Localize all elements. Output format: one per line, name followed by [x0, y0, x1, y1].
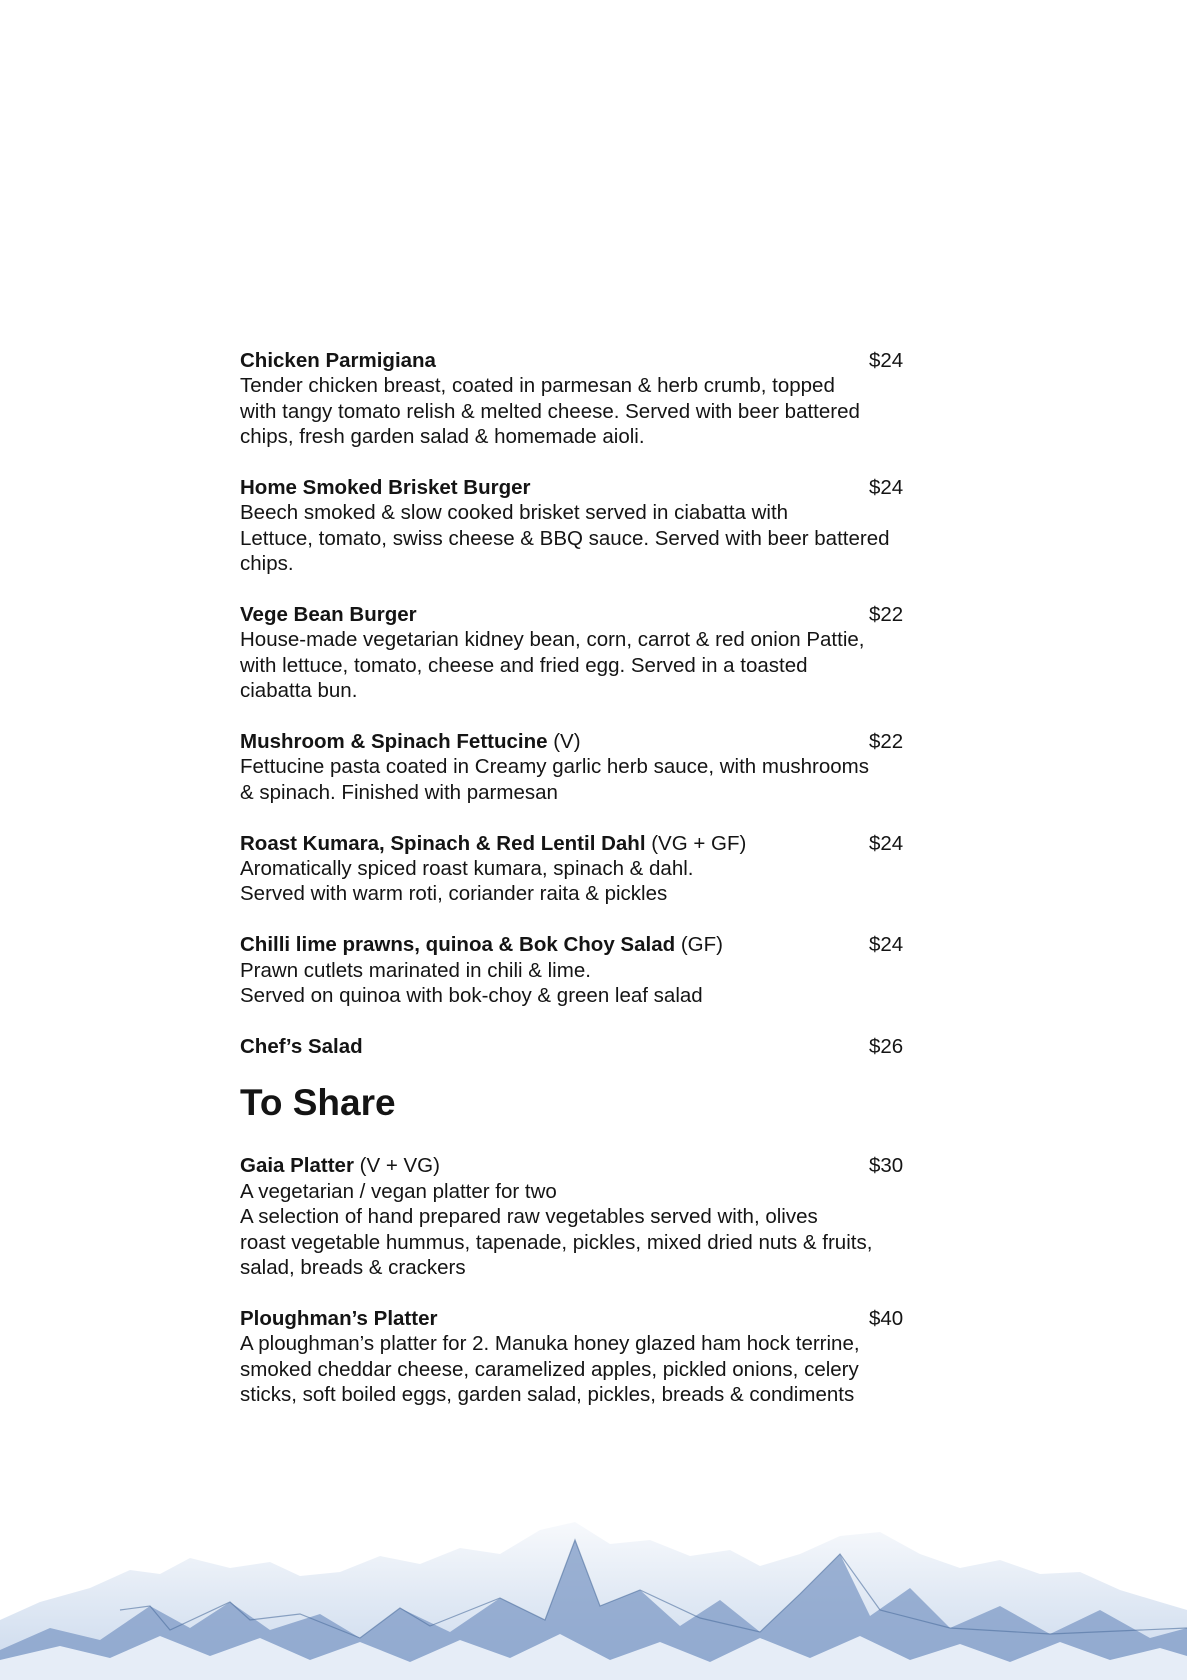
menu-item-price: $30	[869, 1154, 904, 1178]
menu-item-title	[240, 729, 581, 754]
menu-item-header	[240, 831, 940, 856]
menu-item-description-line: chips.	[240, 552, 294, 576]
menu-item-name: Chef’s Salad	[240, 1034, 363, 1058]
menu-page	[240, 348, 940, 1407]
menu-item	[240, 1153, 940, 1280]
menu-item-header	[240, 932, 940, 957]
menu-item-name: Vege Bean Burger	[240, 603, 417, 627]
item-spacer	[240, 577, 940, 602]
menu-item	[240, 1034, 940, 1059]
dietary-tag: (GF)	[675, 933, 723, 957]
menu-item-price: $26	[869, 1034, 904, 1058]
menu-item-description-line: chips, fresh garden salad & homemade aioli.	[240, 425, 645, 449]
menu-item-description-line: A selection of hand prepared raw vegetables served with, olives	[240, 1205, 818, 1229]
item-spacer	[240, 805, 940, 830]
section-title-to-share: To Share	[240, 1082, 396, 1124]
menu-item-title	[240, 1153, 440, 1178]
menu-item-name: Roast Kumara, Spinach & Red Lentil Dahl	[240, 831, 646, 855]
menu-item	[240, 602, 940, 704]
menu-item-description-line: Served on quinoa with bok-choy & green leaf salad	[240, 984, 703, 1008]
menu-item-title	[240, 602, 417, 627]
item-spacer	[240, 704, 940, 729]
menu-item-description-line: roast vegetable hummus, tapenade, pickles, mixed dried nuts & fruits,	[240, 1230, 873, 1254]
menu-item-price: $22	[869, 730, 904, 754]
item-spacer	[240, 450, 940, 475]
menu-item-title	[240, 348, 436, 373]
menu-item-price: $24	[869, 476, 904, 500]
menu-item-name: Chicken Parmigiana	[240, 349, 436, 372]
menu-item-title	[240, 1034, 363, 1059]
menu-item-header	[240, 348, 940, 373]
menu-item-description-line: with tangy tomato relish & melted cheese. Served with beer battered	[240, 399, 860, 423]
menu-item-description-line: ciabatta bun.	[240, 679, 358, 703]
menu-item-header	[240, 1034, 940, 1059]
menu-item-description-line: A ploughman’s platter for 2. Manuka honey glazed ham hock terrine,	[240, 1332, 860, 1356]
menu-item-title	[240, 831, 746, 856]
menu-item-price: $24	[869, 349, 904, 372]
menu-item-title	[240, 475, 531, 500]
menu-item-name: Gaia Platter	[240, 1154, 354, 1178]
menu-item-title	[240, 1306, 437, 1331]
menu-item-name: Chilli lime prawns, quinoa & Bok Choy Salad	[240, 933, 676, 957]
menu-item-description-line: smoked cheddar cheese, caramelized apples, pickled onions, celery	[240, 1357, 859, 1381]
menu-item	[240, 348, 940, 450]
menu-item-header	[240, 729, 940, 754]
mountain-range-illustration	[0, 1510, 1187, 1680]
menu-item-description-line: Lettuce, tomato, swiss cheese & BBQ sauce. Served with beer battered	[240, 526, 890, 550]
menu-item-name: Home Smoked Brisket Burger	[240, 476, 531, 500]
share-items-list	[240, 1153, 940, 1407]
menu-item-description-line: sticks, soft boiled eggs, garden salad, pickles, breads & condiments	[240, 1382, 855, 1406]
menu-item-header	[240, 602, 940, 627]
menu-item-name: Mushroom & Spinach Fettucine	[240, 730, 548, 754]
menu-item-price: $24	[869, 933, 904, 957]
menu-item	[240, 729, 940, 805]
dietary-tag: (V + VG)	[353, 1154, 440, 1178]
menu-item-description-line: Served with warm roti, coriander raita & pickles	[240, 882, 668, 906]
menu-item-description-line: Tender chicken breast, coated in parmesan & herb crumb, topped	[240, 374, 835, 398]
menu-item-description-line: with lettuce, tomato, cheese and fried egg. Served in a toasted	[240, 653, 808, 677]
menu-item	[240, 932, 940, 1008]
menu-item-description-line: Prawn cutlets marinated in chili & lime.	[240, 958, 591, 982]
menu-item-header	[240, 1306, 940, 1331]
menu-item-description-line: Aromatically spiced roast kumara, spinach & dahl.	[240, 857, 694, 881]
menu-item-header	[240, 1153, 940, 1178]
menu-item-header	[240, 475, 940, 500]
menu-item-price: $22	[869, 603, 904, 627]
menu-item-title	[240, 932, 723, 957]
menu-item-name: Ploughman’s Platter	[240, 1306, 438, 1330]
menu-item-description-line: A vegetarian / vegan platter for two	[240, 1179, 557, 1203]
dietary-tag: (VG + GF)	[645, 831, 747, 855]
dietary-tag: (V)	[547, 730, 581, 754]
menu-item-description-line: Fettucine pasta coated in Creamy garlic herb sauce, with mushrooms	[240, 755, 869, 779]
menu-item-price: $24	[869, 831, 904, 855]
menu-item-description-line: & spinach. Finished with parmesan	[240, 780, 558, 804]
menu-item-price: $40	[869, 1306, 904, 1330]
menu-item-description-line: House-made vegetarian kidney bean, corn, carrot & red onion Pattie,	[240, 628, 865, 652]
main-items-list	[240, 348, 940, 1059]
menu-item	[240, 831, 940, 907]
menu-item-description-line: salad, breads & crackers	[240, 1255, 466, 1279]
menu-item	[240, 1306, 940, 1408]
item-spacer	[240, 1008, 940, 1033]
menu-item-description-line: Beech smoked & slow cooked brisket served in ciabatta with	[240, 501, 789, 525]
item-spacer	[240, 1280, 940, 1305]
item-spacer	[240, 907, 940, 932]
menu-item	[240, 475, 940, 577]
